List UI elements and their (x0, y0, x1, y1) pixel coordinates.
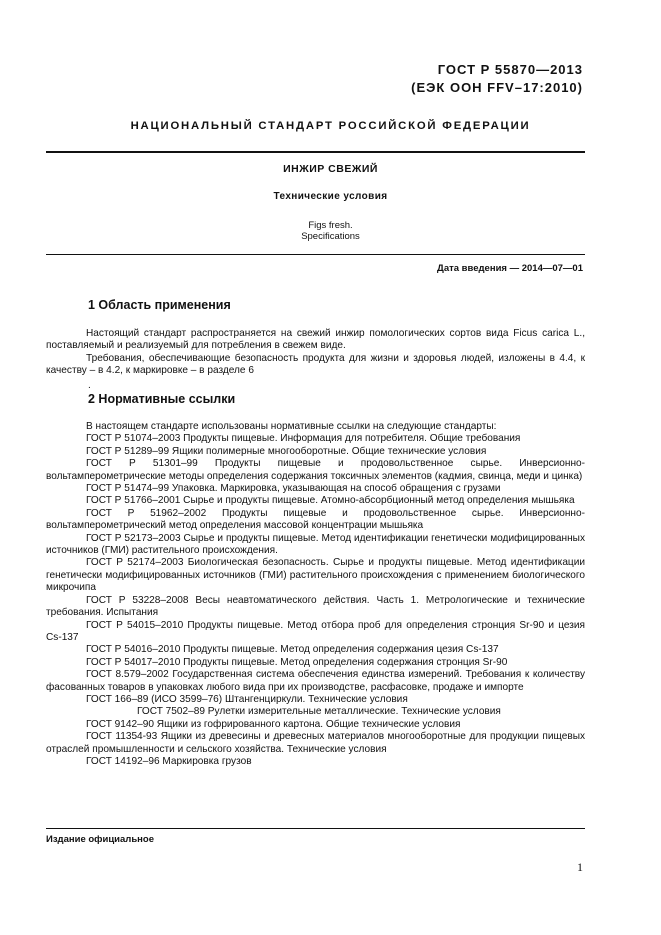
document-title: ИНЖИР СВЕЖИЙ (283, 163, 378, 175)
reference-item: ГОСТ Р 54015–2010 Продукты пищевые. Метод отбора проб для определения стронция Sr-90 и цезия Cs-137 (46, 619, 585, 643)
stray-dot: . (88, 380, 91, 391)
reference-item: ГОСТ Р 51474–99 Упаковка. Маркировка, указывающая на способ обращения с грузами (86, 483, 501, 495)
reference-item: ГОСТ Р 53228–2008 Весы неавтоматического действия. Часть 1. Метрологические и технические требования. Испытания (46, 594, 585, 619)
reference-item: ГОСТ 14192–96 Маркировка грузов (86, 755, 252, 767)
footer-divider (46, 828, 585, 829)
reference-item: ГОСТ Р 51289–99 Ящики полимерные многооборотные. Общие технические условия (86, 445, 487, 457)
english-subtitle: Specifications (301, 231, 360, 242)
section-1-body (46, 328, 585, 378)
reference-item: ГОСТ 9142–90 Ящики из гофрированного картона. Общие технические условия (86, 718, 461, 730)
reference-item: ГОСТ Р 54017–2010 Продукты пищевые. Метод определения содержания стронция Sr-90 (86, 656, 508, 668)
national-standard-heading: НАЦИОНАЛЬНЫЙ СТАНДАРТ РОССИЙСКОЙ ФЕДЕРАЦИИ (130, 120, 531, 132)
reference-item: ГОСТ Р 52173–2003 Сырье и продукты пищевые. Метод идентификации генетически модифицированных источников (ГМИ) растительного происхождения. (46, 532, 585, 557)
paragraph: В настоящем стандарте использованы нормативные ссылки на следующие стандарты: (86, 421, 497, 432)
reference-item: ГОСТ 11354-93 Ящики из древесины и древесных материалов многооборотные для продукции пищевых отраслей промышленности и сельского хозяйства. Технические условия (46, 731, 585, 755)
document-subtitle: Технические условия (273, 191, 388, 202)
reference-item: ГОСТ Р 51766–2001 Сырье и продукты пищевые. Атомно-абсорбционный метод определения мышьяка (86, 495, 575, 507)
reference-item: ГОСТ Р 51074–2003 Продукты пищевые. Информация для потребителя. Общие требования (86, 433, 521, 445)
reference-item: ГОСТ 166–89 (ИСО 3599–76) Штангенциркули. Технические условия (86, 693, 408, 705)
reference-item: ГОСТ Р 52174–2003 Биологическая безопасность. Сырье и продукты пищевые. Метод идентификации генетически модифицированных источников (ГМИ) растительного происхождения с применением биологического микрочипа (46, 557, 585, 594)
title-divider (46, 254, 585, 255)
international-code: (ЕЭК ООН FFV–17:2010) (411, 80, 583, 95)
reference-item: ГОСТ 8.579–2002 Государственная система обеспечения единства измерений. Требования к количеству фасованных товаров в упаковках любого вида при их производстве, расфасовке, продаже и импорте (46, 669, 585, 693)
standard-code: ГОСТ Р 55870—2013 (437, 62, 583, 77)
reference-item: ГОСТ 7502–89 Рулетки измерительные металлические. Технические условия (137, 706, 501, 718)
english-title: Figs fresh. (308, 220, 353, 231)
reference-item: ГОСТ Р 51962–2002 Продукты пищевые и продовольственное сырье. Инверсионно-вольтамперометрический метод определения массовой концентрации мышьяка (46, 507, 585, 532)
paragraph: Требования, обеспечивающие безопасность продукта для жизни и здоровья людей, изложены в 4.4, к качеству – в 4.2, к маркировке – в разделе 6 (46, 352, 585, 377)
page-number: 1 (577, 860, 583, 874)
section-1-heading: 1 Область применения (88, 298, 231, 312)
top-divider (46, 151, 585, 153)
section-2-heading: 2 Нормативные ссылки (88, 392, 236, 406)
introduction-date: Дата введения — 2014—07—01 (437, 263, 583, 274)
section-2-body (46, 421, 585, 768)
official-edition-label: Издание официальное (46, 834, 154, 845)
reference-item: ГОСТ Р 54016–2010 Продукты пищевые. Метод определения содержания цезия Cs-137 (86, 644, 499, 656)
reference-item: ГОСТ Р 51301–99 Продукты пищевые и продовольственное сырье. Инверсионно-вольтамперометрические методы определения содержания токсичных элементов (кадмия, свинца, меди и цинка) (46, 458, 585, 482)
paragraph: Настоящий стандарт распространяется на свежий инжир помологических сортов вида Ficus carica L., поставляемый и реализуемый для потребления в свежем виде. (46, 328, 585, 352)
